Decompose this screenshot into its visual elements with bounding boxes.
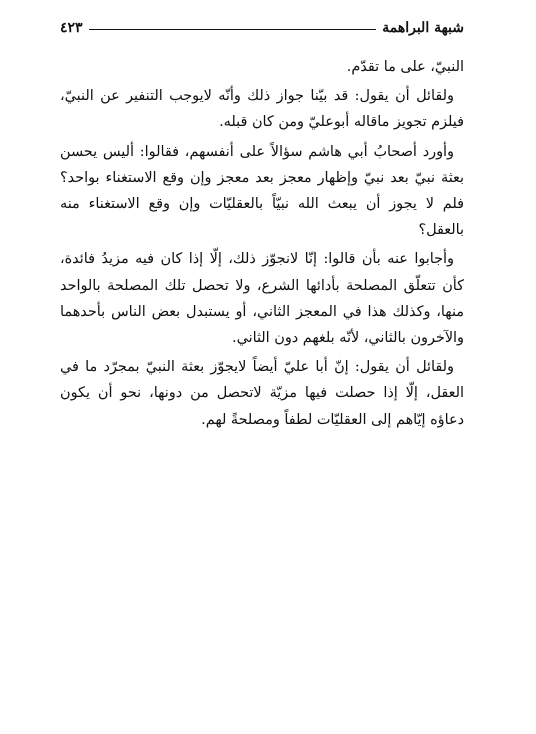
paragraph: وأجابوا عنه بأن قالوا: إنّا لانجوّز ذلك، إلّا إذا كان فيه مزيدُ فائدة، كأن تتعلّق المصلحة بأدائها الشرع، ولا تحصل تلك المصلحة بالواحد منها، وكذلك هذا في المعجز الثاني، أو يستبدل بعض الناس بأحدهما والآخرون بالثاني، لأنّه بلغهم دون الثاني. xyxy=(60,251,464,347)
header-rule xyxy=(89,29,377,30)
paragraph: ولقائل أن يقول: قد بيّنا جواز ذلك وأنّه لايوجب التنفير عن النبيّ، فيلزم تجويز ماقاله أبوعليّ ومن كان قبله. xyxy=(60,88,464,131)
paragraph-continued: النبيّ، على ما تقدّم. xyxy=(346,59,464,75)
body-text xyxy=(60,54,464,433)
page-number: ٤٢٣ xyxy=(60,20,83,36)
paragraph: وأورد أصحابُ أبي هاشم سؤالاً على أنفسهم، فقالوا: أليس يحسن بعثة نبيّ بعد نبيّ وإظهار معجز بعد معجز وإن وقع الاستغناء بواحد؟ فلم لا يجوز أن يبعث الله نبيّاً بالعقليّات وإن وقع الاستغناء منه بالعقل؟ xyxy=(60,143,464,239)
book-page xyxy=(60,18,464,436)
running-header xyxy=(60,18,464,38)
paragraph: ولقائل أن يقول: إنّ أبا عليّ أيضاً لايجوّز بعثة النبيّ بمجرّد ما في العقل، إلّا إذا حصلت فيها مزيّة لاتحصل من دونها، نحو أن يكون دعاؤه إيّاهم إلى العقليّات لطفاً ومصلحةً لهم. xyxy=(60,359,464,428)
running-title: شبهة البراهمة xyxy=(382,20,464,36)
